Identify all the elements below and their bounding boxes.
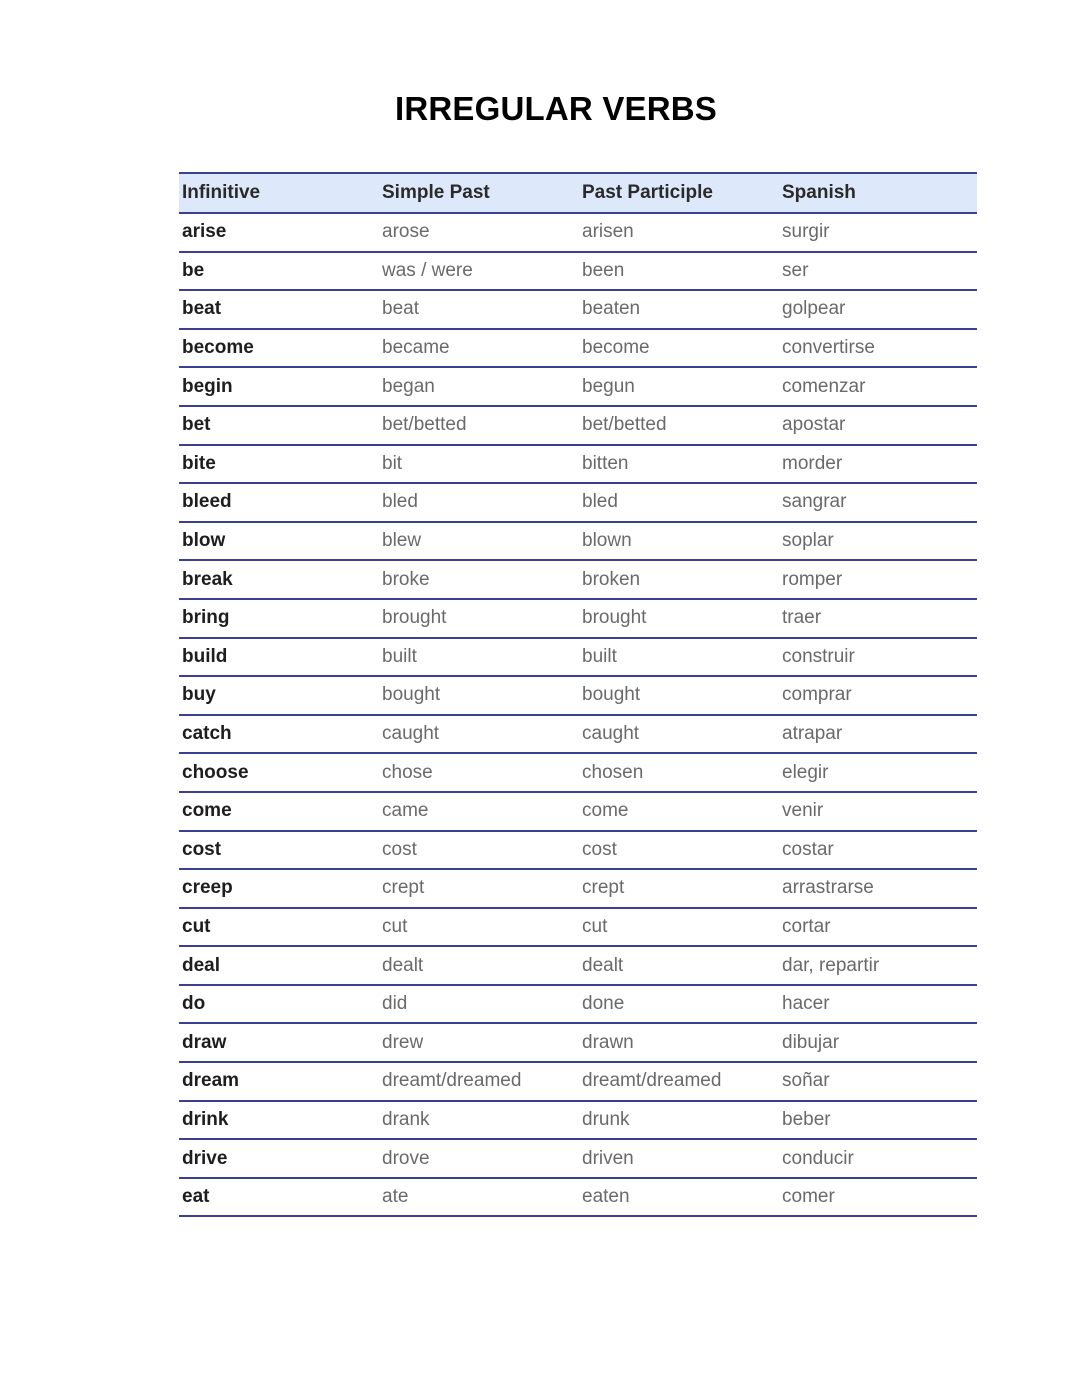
- cell-infinitive: eat: [179, 1178, 379, 1217]
- cell-simple-past: broke: [379, 560, 579, 599]
- cell-infinitive: buy: [179, 676, 379, 715]
- cell-simple-past: bled: [379, 483, 579, 522]
- cell-past-participle: bet/betted: [579, 406, 779, 445]
- table-row: [179, 599, 977, 638]
- cell-infinitive: bet: [179, 406, 379, 445]
- cell-spanish: golpear: [779, 290, 977, 329]
- cell-past-participle: been: [579, 252, 779, 291]
- cell-spanish: convertirse: [779, 329, 977, 368]
- cell-past-participle: arisen: [579, 213, 779, 252]
- table-row: [179, 252, 977, 291]
- cell-simple-past: drank: [379, 1101, 579, 1140]
- cell-spanish: dar, repartir: [779, 946, 977, 985]
- cell-spanish: hacer: [779, 985, 977, 1024]
- cell-simple-past: ate: [379, 1178, 579, 1217]
- header-infinitive: Infinitive: [179, 173, 379, 213]
- table-row: [179, 1062, 977, 1101]
- cell-spanish: cortar: [779, 908, 977, 947]
- cell-simple-past: bit: [379, 445, 579, 484]
- cell-infinitive: dream: [179, 1062, 379, 1101]
- cell-infinitive: do: [179, 985, 379, 1024]
- cell-spanish: soñar: [779, 1062, 977, 1101]
- table-row: [179, 213, 977, 252]
- cell-simple-past: chose: [379, 753, 579, 792]
- table-row: [179, 946, 977, 985]
- cell-simple-past: bet/betted: [379, 406, 579, 445]
- cell-simple-past: built: [379, 638, 579, 677]
- table-row: [179, 985, 977, 1024]
- cell-simple-past: began: [379, 367, 579, 406]
- cell-simple-past: cut: [379, 908, 579, 947]
- cell-past-participle: built: [579, 638, 779, 677]
- cell-past-participle: driven: [579, 1139, 779, 1178]
- cell-past-participle: eaten: [579, 1178, 779, 1217]
- cell-infinitive: bite: [179, 445, 379, 484]
- cell-past-participle: beaten: [579, 290, 779, 329]
- cell-spanish: soplar: [779, 522, 977, 561]
- cell-simple-past: caught: [379, 715, 579, 754]
- cell-spanish: beber: [779, 1101, 977, 1140]
- cell-spanish: construir: [779, 638, 977, 677]
- cell-infinitive: creep: [179, 869, 379, 908]
- table-body: [179, 213, 977, 1216]
- cell-past-participle: bitten: [579, 445, 779, 484]
- header-simple-past: Simple Past: [379, 173, 579, 213]
- cell-infinitive: choose: [179, 753, 379, 792]
- cell-infinitive: cost: [179, 831, 379, 870]
- cell-simple-past: brought: [379, 599, 579, 638]
- cell-infinitive: beat: [179, 290, 379, 329]
- table-row: [179, 560, 977, 599]
- cell-infinitive: be: [179, 252, 379, 291]
- cell-simple-past: was / were: [379, 252, 579, 291]
- cell-spanish: apostar: [779, 406, 977, 445]
- table-row: [179, 869, 977, 908]
- cell-infinitive: come: [179, 792, 379, 831]
- cell-past-participle: caught: [579, 715, 779, 754]
- cell-past-participle: dealt: [579, 946, 779, 985]
- cell-simple-past: beat: [379, 290, 579, 329]
- cell-past-participle: begun: [579, 367, 779, 406]
- cell-simple-past: bought: [379, 676, 579, 715]
- cell-simple-past: came: [379, 792, 579, 831]
- table-row: [179, 1023, 977, 1062]
- table-row: [179, 290, 977, 329]
- cell-simple-past: dreamt/dreamed: [379, 1062, 579, 1101]
- cell-past-participle: come: [579, 792, 779, 831]
- cell-infinitive: draw: [179, 1023, 379, 1062]
- cell-spanish: venir: [779, 792, 977, 831]
- cell-infinitive: begin: [179, 367, 379, 406]
- cell-past-participle: cut: [579, 908, 779, 947]
- cell-past-participle: cost: [579, 831, 779, 870]
- cell-spanish: traer: [779, 599, 977, 638]
- cell-spanish: elegir: [779, 753, 977, 792]
- cell-spanish: conducir: [779, 1139, 977, 1178]
- cell-spanish: comenzar: [779, 367, 977, 406]
- cell-infinitive: become: [179, 329, 379, 368]
- table-row: [179, 831, 977, 870]
- table-row: [179, 329, 977, 368]
- cell-past-participle: become: [579, 329, 779, 368]
- cell-past-participle: drawn: [579, 1023, 779, 1062]
- cell-spanish: sangrar: [779, 483, 977, 522]
- table-row: [179, 367, 977, 406]
- cell-infinitive: cut: [179, 908, 379, 947]
- cell-past-participle: bled: [579, 483, 779, 522]
- table-row: [179, 1178, 977, 1217]
- table-row: [179, 676, 977, 715]
- table-row: [179, 638, 977, 677]
- cell-simple-past: blew: [379, 522, 579, 561]
- cell-spanish: arrastrarse: [779, 869, 977, 908]
- cell-infinitive: arise: [179, 213, 379, 252]
- cell-past-participle: blown: [579, 522, 779, 561]
- table-row: [179, 406, 977, 445]
- cell-infinitive: build: [179, 638, 379, 677]
- irregular-verbs-table: [179, 172, 977, 1217]
- cell-spanish: comprar: [779, 676, 977, 715]
- cell-infinitive: break: [179, 560, 379, 599]
- cell-infinitive: drive: [179, 1139, 379, 1178]
- cell-past-participle: chosen: [579, 753, 779, 792]
- cell-infinitive: bleed: [179, 483, 379, 522]
- cell-spanish: morder: [779, 445, 977, 484]
- table-row: [179, 522, 977, 561]
- cell-simple-past: became: [379, 329, 579, 368]
- table-row: [179, 792, 977, 831]
- cell-infinitive: blow: [179, 522, 379, 561]
- cell-past-participle: crept: [579, 869, 779, 908]
- table-row: [179, 1101, 977, 1140]
- table-row: [179, 753, 977, 792]
- cell-infinitive: deal: [179, 946, 379, 985]
- cell-simple-past: drew: [379, 1023, 579, 1062]
- cell-simple-past: did: [379, 985, 579, 1024]
- page-title: IRREGULAR VERBS: [394, 90, 718, 127]
- cell-past-participle: drunk: [579, 1101, 779, 1140]
- cell-infinitive: catch: [179, 715, 379, 754]
- cell-past-participle: bought: [579, 676, 779, 715]
- cell-spanish: surgir: [779, 213, 977, 252]
- table-row: [179, 1139, 977, 1178]
- cell-simple-past: arose: [379, 213, 579, 252]
- cell-past-participle: brought: [579, 599, 779, 638]
- cell-spanish: dibujar: [779, 1023, 977, 1062]
- cell-spanish: ser: [779, 252, 977, 291]
- cell-spanish: costar: [779, 831, 977, 870]
- cell-past-participle: dreamt/dreamed: [579, 1062, 779, 1101]
- table-row: [179, 908, 977, 947]
- cell-simple-past: drove: [379, 1139, 579, 1178]
- cell-simple-past: cost: [379, 831, 579, 870]
- table-row: [179, 483, 977, 522]
- header-past-participle: Past Participle: [579, 173, 779, 213]
- cell-spanish: romper: [779, 560, 977, 599]
- cell-infinitive: drink: [179, 1101, 379, 1140]
- cell-spanish: comer: [779, 1178, 977, 1217]
- cell-spanish: atrapar: [779, 715, 977, 754]
- cell-simple-past: dealt: [379, 946, 579, 985]
- cell-past-participle: broken: [579, 560, 779, 599]
- table-row: [179, 715, 977, 754]
- header-spanish: Spanish: [779, 173, 977, 213]
- table-row: [179, 445, 977, 484]
- cell-infinitive: bring: [179, 599, 379, 638]
- cell-simple-past: crept: [379, 869, 579, 908]
- cell-past-participle: done: [579, 985, 779, 1024]
- table-header-row: [179, 173, 977, 213]
